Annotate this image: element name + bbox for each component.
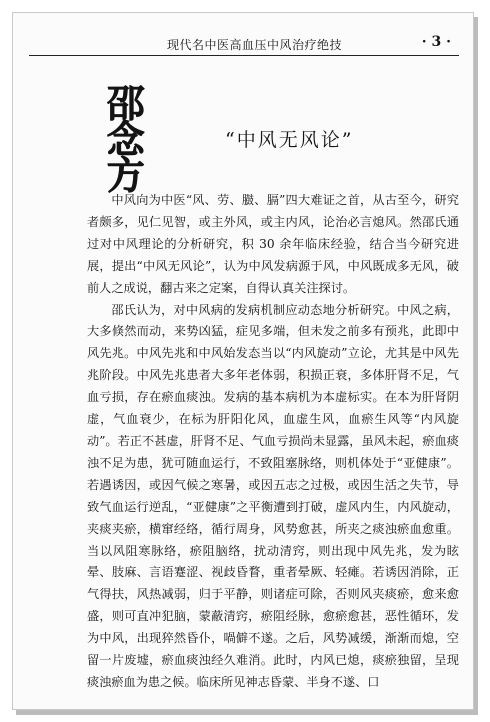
page-number: · 3 · — [421, 34, 451, 50]
running-header — [29, 33, 459, 56]
author-name: 邵念方 — [100, 83, 145, 191]
paragraph-2: 邵氏认为，对中风病的发病机制应动态地分析研究。中风之病，大多倏然而动，来势凶猛，症见多端，但未发之前多有预兆，此即中风先兆。中风先兆和中风始发态当以“内风旋动”立论，尤其是中风先兆阶段。中风先兆患者大多年老体弱，积损正衰，多体肝肾不足，气血亏损，存在瘀血痰浊。发病的基本病机为本虚标实。在本为肝肾阴虚，气血衰少，在标为肝阳化风，血虚生风，血瘀生风等“内风旋动”。若正不甚虚，肝肾不足、气血亏损尚未显露，虽风未起，瘀血痰浊不足为患，犹可随血运行，不致阻塞脉络，则机体处于“亚健康”。若遇诱因，或因气候之寒暑，或因五志之过极，或因生活之失节，导致气血运行逆乱，“亚健康”之平衡遭到打破，虚风内生，内风旋动，夹痰夹瘀，横窜经络，循行周身，风势愈甚，所夹之痰浊瘀血愈重。当以风阻寒脉络，瘀阻脑络，扰动清窍，则出现中风先兆，发为眩晕、肢麻、言语蹇涩、视歧昏瞀，重者晕厥、轻瘫。若诱因消除，正气得扶，风热减弱，归于平静，则诸症可除，否则风夹痰瘀，愈来愈盛，则可直冲犯脑，蒙蔽清窍，瘀阻经脉，愈瘀愈甚，恶性循环，发为中风，出现猝然昏仆，喎僻不遂。之后，风势减缓，渐渐而熄，空留一片废墟，瘀血痰浊经久难消。此时，内风已熄，痰瘀独留，呈现痰浊瘀血为患之候。临床所见神志昏蒙、半身不遂、口 — [87, 302, 459, 689]
book-page — [12, 12, 474, 710]
running-title: 现代名中医高血压中风治疗绝技 — [167, 38, 343, 52]
body-text — [87, 190, 459, 694]
paragraph-1: 中风向为中医“风、劳、臌、膈”四大难证之首，从古至今，研究者颇多，见仁见智，或主外风，或主内风，论治必言熄风。然邵氏通过对中风理论的分析研究，积 30 余年临床经验，结合当今研究进展，提出“中风无风论”，认为中风发病源于风，中风既成多无风，破前人之成说，翻古来之定案，自得认真关注探讨。 — [87, 193, 459, 295]
article-title: “中风无风论” — [225, 129, 354, 151]
